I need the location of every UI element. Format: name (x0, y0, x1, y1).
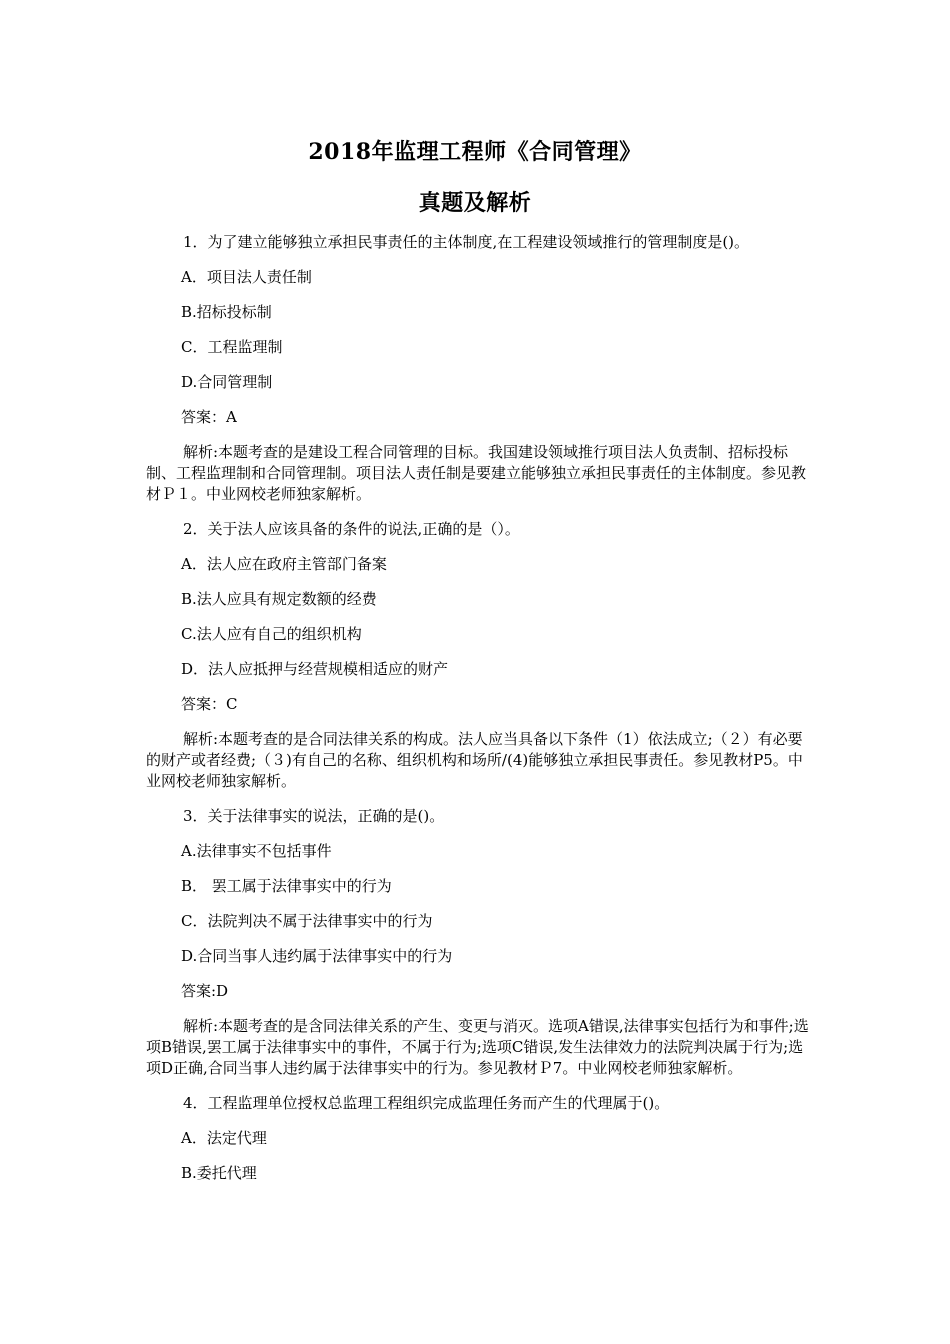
q1-option-c: C．工程监理制 (181, 338, 283, 356)
q3-option-c: C．法院判决不属于法律事实中的行为 (181, 912, 433, 930)
q2-option-d: D．法人应抵押与经营规模相适应的财产 (181, 660, 449, 678)
q1-option-d: D.合同管理制 (181, 373, 273, 391)
q3-option-a: A.法律事实不包括事件 (181, 842, 332, 860)
document-body (146, 232, 811, 1198)
q2-option-c: C.法人应有自己的组织机构 (181, 625, 362, 643)
q3-option-b: B． 罢工属于法律事实中的行为 (181, 877, 392, 895)
q4-option-b: B.委托代理 (181, 1164, 257, 1182)
question-2: 2．关于法人应该具备的条件的说法,正确的是（）。 (183, 520, 520, 538)
q1-answer: 答案：A (181, 408, 237, 426)
q3-analysis: 解析:本题考查的是含同法律关系的产生、变更与消灭。选项A错误,法律事实包括行为和事件;选项B错误,罢工属于法律事实中的事件，不属于行为;选项C错误,发生法律效力的法院判决属于行为;选项D正确,合同当事人违约属于法律事实中的行为。参见教材Ｐ7。中业网校老师独家解析。 (146, 1017, 809, 1077)
q2-option-a: A．法人应在政府主管部门备案 (181, 555, 387, 573)
document-subtitle: 真题及解析 (418, 190, 532, 216)
question-3: 3．关于法律事实的说法，正确的是()。 (183, 807, 445, 825)
q3-option-d: D.合同当事人违约属于法律事实中的行为 (181, 947, 453, 965)
q3-answer: 答案:D (181, 982, 229, 1000)
q1-analysis: 解析:本题考查的是建设工程合同管理的目标。我国建设领域推行项目法人负责制、招标投标制、工程监理制和合同管理制。项目法人责任制是要建立能够独立承担民事责任的主体制度。参见教材Ｐ１。中业网校老师独家解析。 (146, 443, 807, 503)
q2-option-b: B.法人应具有规定数额的经费 (181, 590, 377, 608)
question-1: 1．为了建立能够独立承担民事责任的主体制度,在工程建设领域推行的管理制度是()。 (183, 233, 750, 251)
q4-option-a: A．法定代理 (181, 1129, 267, 1147)
q1-option-a: A．项目法人责任制 (181, 268, 312, 286)
question-4: 4．工程监理单位授权总监理工程组织完成监理任务而产生的代理属于()。 (183, 1094, 670, 1112)
q2-answer: 答案：C (181, 695, 238, 713)
q1-option-b: B.招标投标制 (181, 303, 272, 321)
document-title: 2018年监理工程师《合同管理》 (308, 139, 642, 165)
q2-analysis: 解析:本题考查的是合同法律关系的构成。法人应当具备以下条件（1）依法成立;（２）有必要的财产或者经费;（３)有自己的名称、组织机构和场所/(4)能够独立承担民事责任。参见教材P5。中业网校老师独家解析。 (146, 730, 803, 790)
